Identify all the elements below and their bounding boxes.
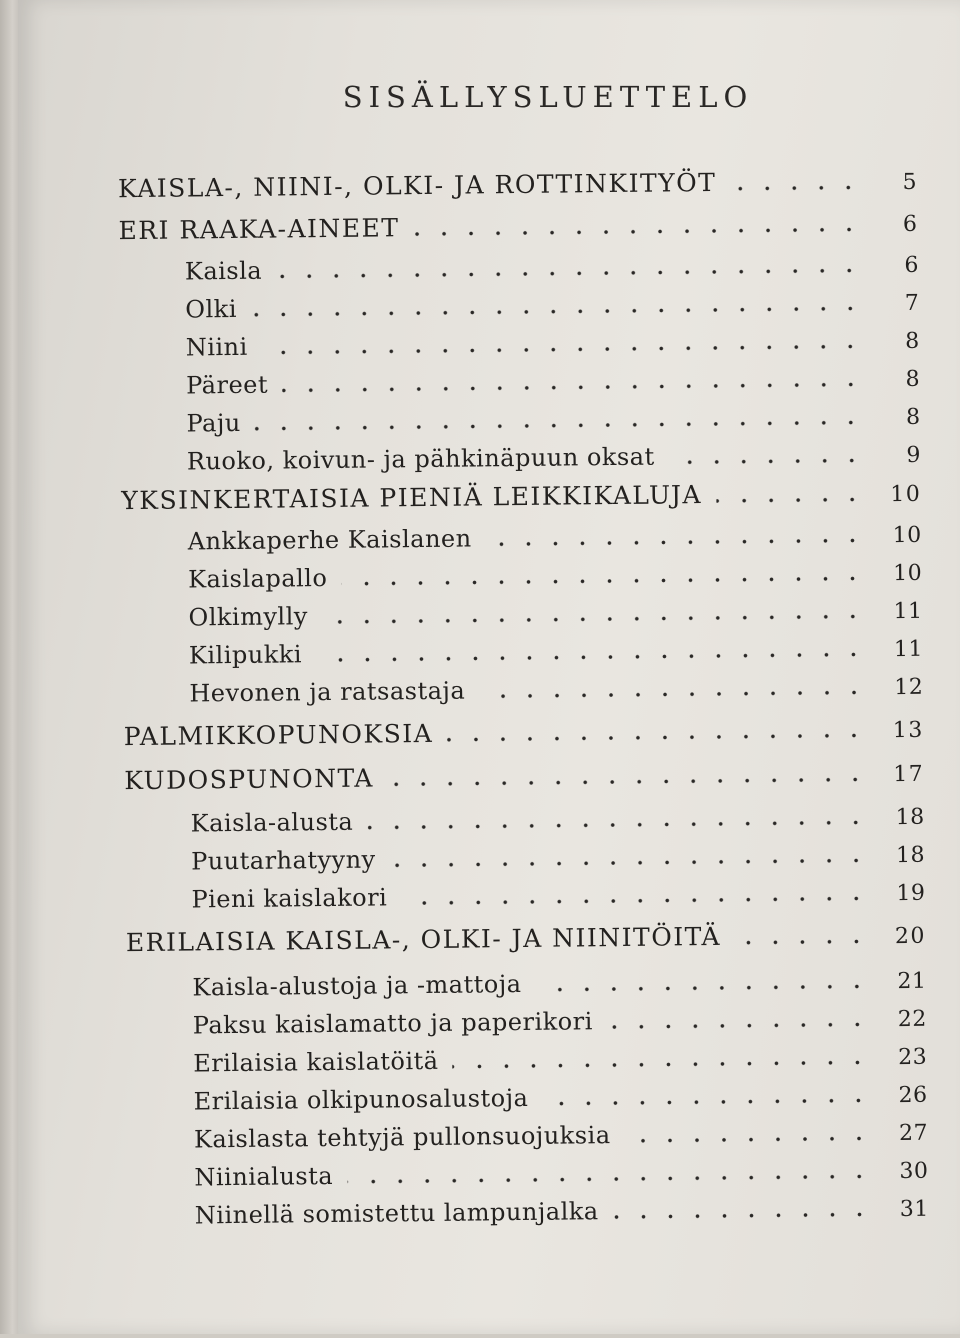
entry-page-number: 18	[895, 804, 925, 831]
toc-section-entry	[127, 1042, 927, 1078]
entry-title: Kaislasta tehtyjä pullonsuojuksia	[193, 1121, 611, 1154]
toc-section-entry	[121, 440, 921, 476]
dot-leader	[401, 896, 869, 905]
entry-page-number: 8	[905, 404, 921, 430]
toc-section-entry	[119, 250, 919, 286]
toc-chapter-entry	[124, 714, 924, 751]
entry-title: Kaislapallo	[188, 564, 328, 594]
entry-title: Paju	[186, 408, 241, 438]
entry-title: Kaisla-alustoja ja -mattoja	[192, 970, 522, 1002]
dot-leader	[479, 690, 867, 698]
entry-page-number: 8	[905, 366, 921, 392]
entry-page-number: 17	[893, 761, 925, 788]
entry-page-number: 20	[894, 923, 927, 950]
entry-title: Hevonen ja ratsastaja	[189, 676, 466, 708]
entry-page-number: 18	[895, 842, 926, 869]
entry-title: Ankkaperhe Kaislanen	[187, 524, 472, 556]
entry-title: KUDOSPUNONTA	[124, 763, 375, 796]
dot-leader	[453, 1060, 872, 1068]
page-title: SISÄLLYSLUETTELO	[342, 80, 754, 114]
book-spine	[0, 0, 18, 1334]
dot-leader	[262, 344, 864, 354]
dot-leader	[536, 984, 871, 992]
entry-title: Pieni kaislakori	[191, 883, 388, 914]
entry-page-number: 11	[893, 636, 924, 663]
entry-page-number: 21	[897, 968, 927, 995]
dot-leader	[486, 538, 866, 546]
dot-leader	[542, 1098, 871, 1105]
dot-leader	[388, 777, 868, 786]
toc-section-entry	[122, 596, 922, 632]
toc-chapter-entry	[126, 920, 926, 957]
entry-page-number: 12	[894, 674, 924, 701]
entry-page-number: 31	[899, 1196, 929, 1223]
dot-leader	[735, 939, 870, 944]
dot-leader	[341, 576, 866, 585]
entry-page-number: 7	[904, 290, 920, 316]
entry-page-number: 30	[899, 1158, 929, 1185]
dot-leader	[251, 306, 863, 316]
dot-leader	[322, 614, 867, 624]
dot-leader	[282, 382, 864, 392]
entry-page-number: 22	[897, 1006, 927, 1033]
dot-leader	[625, 1136, 872, 1143]
toc-section-entry	[127, 1080, 927, 1116]
entry-title: YKSINKERTAISIA PIENIÄ LEIKKIKALUJA	[121, 480, 703, 516]
dot-leader	[716, 497, 865, 503]
toc-section-entry	[125, 840, 925, 876]
dot-leader	[316, 652, 867, 662]
toc-section-entry	[125, 878, 925, 914]
entry-title: Ruoko, koivun- ja pähkinäpuun oksat	[186, 442, 655, 476]
entry-page-number: 19	[896, 880, 926, 907]
entry-page-number: 27	[898, 1120, 929, 1147]
entry-title: Erilaisia kaislatöitä	[193, 1046, 439, 1078]
entry-title: ERILAISIA KAISLA-, OLKI- JA NIINITÖITÄ	[125, 921, 722, 958]
toc-section-entry	[126, 966, 926, 1002]
dot-leader	[730, 185, 862, 190]
entry-title: PALMIKKOPUNOKSIA	[123, 718, 434, 752]
entry-page-number: 6	[902, 211, 919, 237]
entry-title: Kilipukki	[188, 640, 303, 670]
toc-chapter-entry	[118, 166, 918, 203]
dot-leader	[414, 227, 863, 236]
toc-section-entry	[123, 634, 923, 670]
dot-leader	[255, 420, 865, 430]
entry-page-number: 9	[906, 442, 922, 468]
toc-section-entry	[120, 364, 920, 400]
dot-leader	[607, 1022, 871, 1029]
entry-page-number: 10	[892, 522, 922, 549]
toc-chapter-entry	[121, 478, 921, 515]
entry-title: KAISLA-, NIINI-, OLKI- JA ROTTINKITYÖT	[117, 167, 717, 204]
toc-section-entry	[129, 1194, 929, 1230]
entry-title: Kaisla	[184, 256, 263, 286]
toc-chapter-entry	[124, 758, 924, 795]
entry-page-number: 10	[890, 481, 922, 508]
entry-title: Olki	[185, 294, 238, 324]
entry-title: Erilaisia olkipunosalustoja	[193, 1083, 529, 1116]
entry-title: Kaisla-alusta	[190, 807, 354, 838]
dot-leader	[276, 268, 863, 278]
toc-section-entry	[128, 1118, 928, 1154]
entry-title: Niinialusta	[194, 1161, 334, 1192]
dot-leader	[447, 733, 868, 741]
entry-page-number: 11	[893, 598, 923, 625]
toc-section-entry	[123, 672, 923, 708]
toc-section-entry	[119, 288, 919, 324]
entry-title: Paksu kaislamatto ja paperikori	[192, 1007, 593, 1040]
toc-section-entry	[122, 558, 922, 594]
dot-leader	[367, 820, 868, 829]
dot-leader	[347, 1174, 872, 1184]
entry-page-number: 23	[898, 1044, 928, 1071]
entry-page-number: 26	[898, 1082, 928, 1109]
toc-section-entry	[127, 1004, 927, 1040]
table-of-contents	[116, 0, 930, 1338]
entry-page-number: 10	[893, 560, 923, 587]
entry-page-number: 6	[904, 252, 920, 278]
dot-leader	[613, 1212, 873, 1219]
toc-section-entry	[125, 802, 925, 838]
dot-leader	[669, 458, 865, 464]
toc-chapter-entry	[118, 208, 918, 245]
entry-title: Niini	[185, 332, 248, 362]
entry-title: Niinellä somistettu lampunjalka	[194, 1197, 599, 1230]
entry-title: Olkimylly	[188, 602, 308, 632]
entry-title: ERI RAAKA-AINEET	[118, 213, 400, 246]
entry-title: Puutarhatyyny	[190, 845, 376, 876]
entry-page-number: 8	[905, 328, 920, 354]
entry-page-number: 13	[892, 717, 924, 744]
dot-leader	[390, 858, 869, 867]
entry-title: Päreet	[185, 370, 269, 400]
toc-section-entry	[122, 520, 922, 556]
toc-section-entry	[120, 402, 920, 438]
toc-section-entry	[120, 326, 920, 362]
toc-section-entry	[128, 1156, 928, 1192]
entry-page-number: 5	[902, 169, 919, 195]
